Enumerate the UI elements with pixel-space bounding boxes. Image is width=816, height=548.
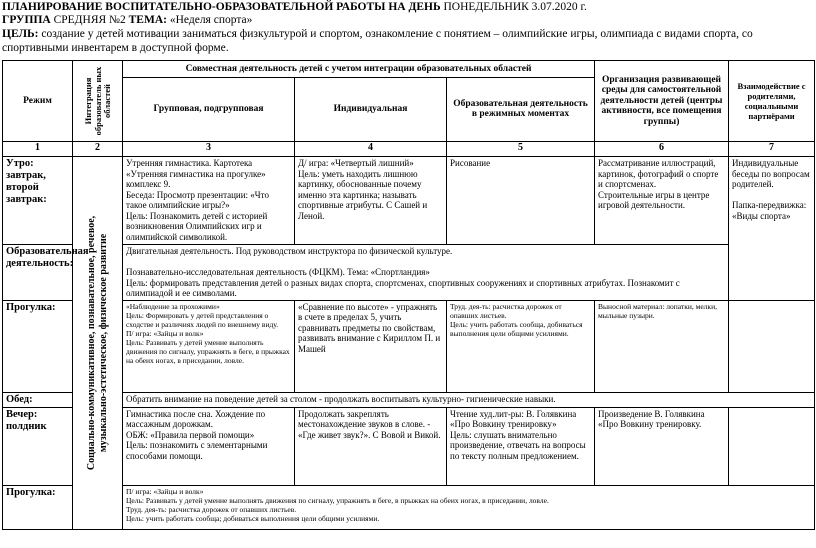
goal-text: создание у детей мотивации заниматься физкультурой и спортом, ознакомление с понятием – олимпийские игры, олимпиада с видами спорта, со спортивными инвентарем в доступной форме.: [2, 28, 753, 54]
col-number: 4: [295, 142, 447, 157]
col-regime-header: Режим: [3, 61, 73, 142]
plan-title: ПЛАНИРОВАНИЕ ВОСПИТАТЕЛЬНО-ОБРАЗОВАТЕЛЬНОЙ РАБОТЫ НА ДЕНЬ: [2, 1, 441, 13]
evening-parents: [729, 407, 815, 485]
row-label: Прогулка:: [3, 485, 73, 529]
row-label: Вечер: полдник: [3, 407, 73, 485]
morning-group: Утренняя гимнастика. Картотека «Утренняя гимнастика на прогулке» комплекс 9. Беседа: Просмотр презентации: «Что такое олимпийские игры?» Цель: Познакомить детей с историей возникновения Олимпийских игр и олимпийской символикой.: [123, 157, 295, 245]
group-value: СРЕДНЯЯ №2: [50, 14, 129, 26]
group-theme-line: [2, 13, 814, 27]
integration-cell: [73, 157, 123, 530]
plan-date: ПОНЕДЕЛЬНИК 3.07.2020 г.: [440, 1, 587, 13]
lunch-text: Обратить внимание на поведение детей за столом - продолжать воспитывать культурно- гигиенические навыки.: [123, 392, 815, 407]
education-text: Двигательная деятельность. Под руководством инструктора по физической культуре. Познавательно-исследовательная деятельность (ФЦКМ). Тема: «Спортландия» Цель: формировать представления детей о разных видах спорта, спортсменах, спортивных сооружениях и спортивных атрибутах. Познакомит с олимпиадой и ее символами.: [123, 245, 729, 301]
evening-group: Гимнастика после сна. Хождение по массажным дорожкам. ОБЖ: «Правила первой помощи» Цель: познакомить с элементарными способами помощи.: [123, 407, 295, 485]
col-regime-moments-header: Образовательная деятельность в режимных моментах: [447, 77, 595, 141]
col-environment-header: Организация развивающей среды для самостоятельной деятельности детей (центры активности, все помещения группы): [595, 61, 729, 142]
col-parents-header: Взаимодействие с родителями, социальными партнёрами: [729, 61, 815, 142]
group-label: ГРУППА: [2, 14, 51, 26]
walk-group: «Наблюдение за прохожими» Цель: Формировать у детей представления о сходстве и различиях людей по внешнему виду. П/ игра: «Зайцы и волк» Цель: Развивать у детей умение выполнять движения по сигналу, упражнять в беге, в прыжках на обеих ногах, в приседании, ловле.: [123, 300, 295, 392]
col-integration-text: Интеграция образователь ных областей: [82, 66, 112, 136]
row-walk2: [3, 485, 815, 529]
col-group-header: Групповая, подгрупповая: [123, 77, 295, 141]
col-joint-header: Совместная деятельность детей с учетом интеграции образовательных областей: [123, 61, 595, 78]
plan-table: [2, 60, 815, 530]
morning-parents: Индивидуальные беседы по вопросам родителей. Папка-передвижка: «Виды спорта»: [729, 157, 815, 301]
row-label: Обед:: [3, 392, 73, 407]
col-number: 1: [3, 142, 73, 157]
row-morning: [3, 157, 815, 245]
goal-label: ЦЕЛЬ:: [2, 28, 39, 40]
morning-environment: Рассматривание иллюстраций, картинок, фотографий о спорте и спортсменах. Строительные игры в центре игровой деятельности.: [595, 157, 729, 245]
evening-regime: Чтение худ.лит-ры: В. Голявкина «Про Вовкину тренировку» Цель: слушать внимательно произведение, отвечать на вопросы по тексту полным предложением.: [447, 407, 595, 485]
col-number: 5: [447, 142, 595, 157]
theme-label: ТЕМА:: [128, 14, 167, 26]
col-number: 2: [73, 142, 123, 157]
walk-environment: Выносной материал: лопатки, мелки, мыльные пузыри.: [595, 300, 729, 392]
row-label: Прогулка:: [3, 300, 73, 392]
walk-parents: [729, 300, 815, 392]
col-individual-header: Индивидуальная: [295, 77, 447, 141]
row-lunch: [3, 392, 815, 407]
morning-regime: Рисование: [447, 157, 595, 245]
col-number: 7: [729, 142, 815, 157]
walk2-text: П/ игра: «Зайцы и волк» Цель: Развивать у детей умение выполнять движения по сигналу, упражнять в беге, в прыжках на обеих ногах, в приседании, ловле. Труд. дея-ть: расчистка дорожек от опавших листьев. Цель: учить работать сообща; добиваться выполнения цели общими усилиями.: [123, 485, 815, 529]
row-education: [3, 245, 815, 301]
walk-regime: Труд. дея-ть: расчистка дорожек от опавших листьев. Цель: учить работать сообща, добиваться выполнения цели общими усилиями.: [447, 300, 595, 392]
evening-individual: Продолжать закреплять местонахождение звуков в слове. - «Где живет звук?». С Вовой и Викой.: [295, 407, 447, 485]
goal-line: [2, 27, 814, 55]
morning-individual: Д/ игра: «Четвертый лишний» Цель: уметь находить лишнюю картинку, обоснованные почему именно эта картинка; называть спортивные атрибуты. С Сашей и Леной.: [295, 157, 447, 245]
row-label: Утро: завтрак, второй завтрак:: [3, 157, 73, 245]
col-number: 6: [595, 142, 729, 157]
row-evening: [3, 407, 815, 485]
row-label: Образовательная деятельность:: [3, 245, 73, 301]
plan-title-line: [2, 0, 814, 14]
col-integration-header: [73, 61, 123, 142]
evening-environment: Произведение В. Голявкина «Про Вовкину тренировку.: [595, 407, 729, 485]
walk-individual: «Сравнение по высоте» - упражнять в счете в пределах 5, учить сравнивать предметы по свойствам, развивать внимание с Кириллом П. и Машей: [295, 300, 447, 392]
row-walk: [3, 300, 815, 392]
theme-value: «Неделя спорта»: [166, 14, 253, 26]
integration-text: Социально-коммуникативное, познавательное, речевое, музыкально-эстетическое, физическое развитие: [85, 215, 109, 470]
col-number: 3: [123, 142, 295, 157]
